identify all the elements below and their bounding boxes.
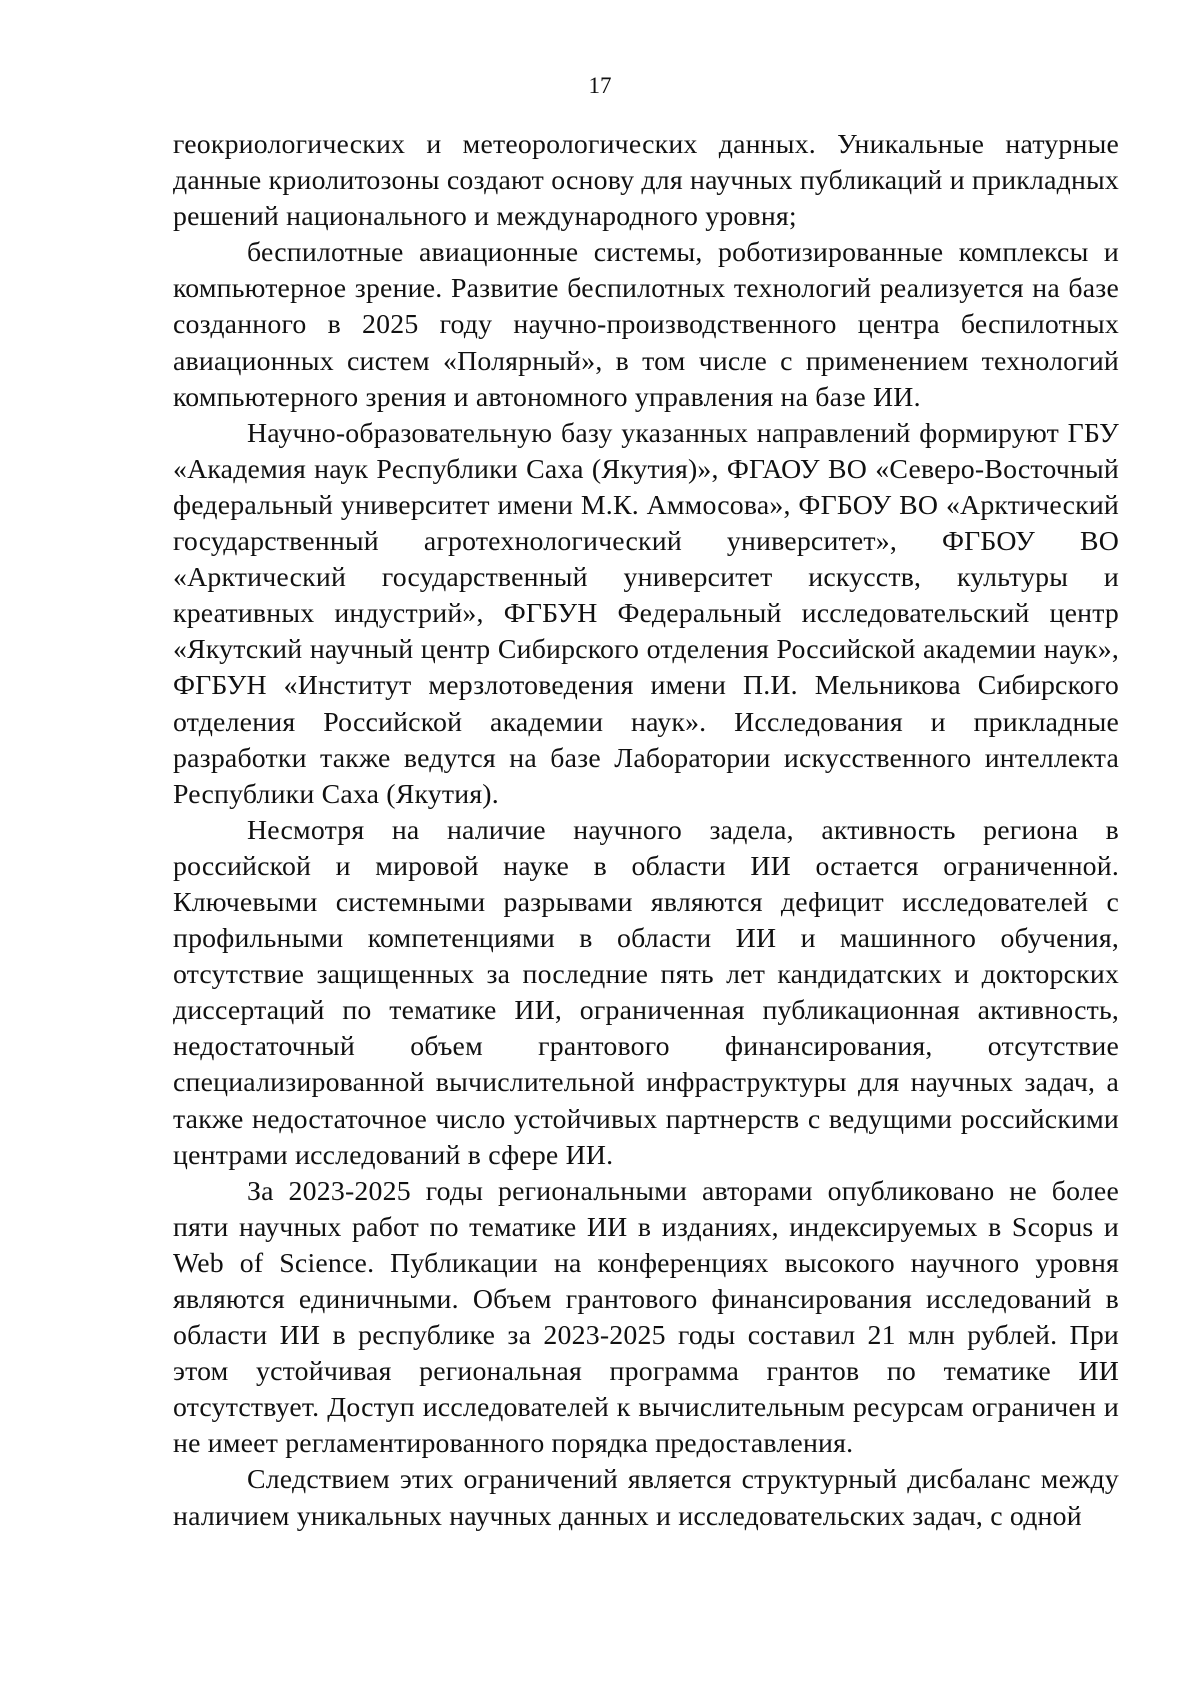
paragraph-continuation: геокриологических и метеорологических данных. Уникальные натурные данные криолитозоны создают основу для научных публикаций и прикладных решений национального и международного уровня; [173,129,1119,233]
paragraph-research-base: Научно-образовательную базу указанных направлений формируют ГБУ «Академия наук Республики Саха (Якутия)», ФГАОУ ВО «Северо-Восточный федеральный университет имени М.К. Аммосова», ФГБОУ ВО «Арктический государственный агротехнологический университет», ФГБОУ ВО «Арктический государственный университет искусств, культуры и креативных индустрий», ФГБУН Федеральный исследовательский центр «Якутский научный центр Сибирского отделения Российской академии наук», ФГБУН «Институт мерзлотоведения имени П.И. Мельникова Сибирского отделения Российской академии наук». Исследования и прикладные разработки также ведутся на базе Лаборатории искусственного интеллекта Республики Саха (Якутия). [173,417,1119,810]
page-number: 17 [588,73,612,98]
paragraph-imbalance: Следствием этих ограничений является структурный дисбаланс между наличием уникальных научных данных и исследовательских задач, с одной [173,1464,1119,1532]
paragraph-uav-systems: беспилотные авиационные системы, роботизированные комплексы и компьютерное зрение. Развитие беспилотных технологий реализуется на базе созданного в 2025 году научно-производственного центра беспилотных авиационных систем «Полярный», в том числе с применением технологий компьютерного зрения и автономного управления на базе ИИ. [173,237,1119,413]
document-body [173,127,1119,1535]
paragraph-research-gaps: Несмотря на наличие научного задела, активность региона в российской и мировой науке в области ИИ остается ограниченной. Ключевыми системными разрывами являются дефицит исследователей с профильными компетенциями в области ИИ и машинного обучения, отсутствие защищенных за последние пять лет кандидатских и докторских диссертаций по тематике ИИ, ограниченная публикационная активность, недостаточный объем грантового финансирования, отсутствие специализированной вычислительной инфраструктуры для научных задач, а также недостаточное число устойчивых партнерств с ведущими российскими центрами исследований в сфере ИИ. [173,814,1119,1171]
paragraph-publications: За 2023-2025 годы региональными авторами опубликовано не более пяти научных работ по тематике ИИ в изданиях, индексируемых в Scopus и Web of Science. Публикации на конференциях высокого научного уровня являются единичными. Объем грантового финансирования исследований в области ИИ в республике за 2023-2025 годы составил 21 млн рублей. При этом устойчивая региональная программа грантов по тематике ИИ отсутствует. Доступ исследователей к вычислительным ресурсам ограничен и не имеет регламентированного порядка предоставления. [173,1175,1119,1460]
